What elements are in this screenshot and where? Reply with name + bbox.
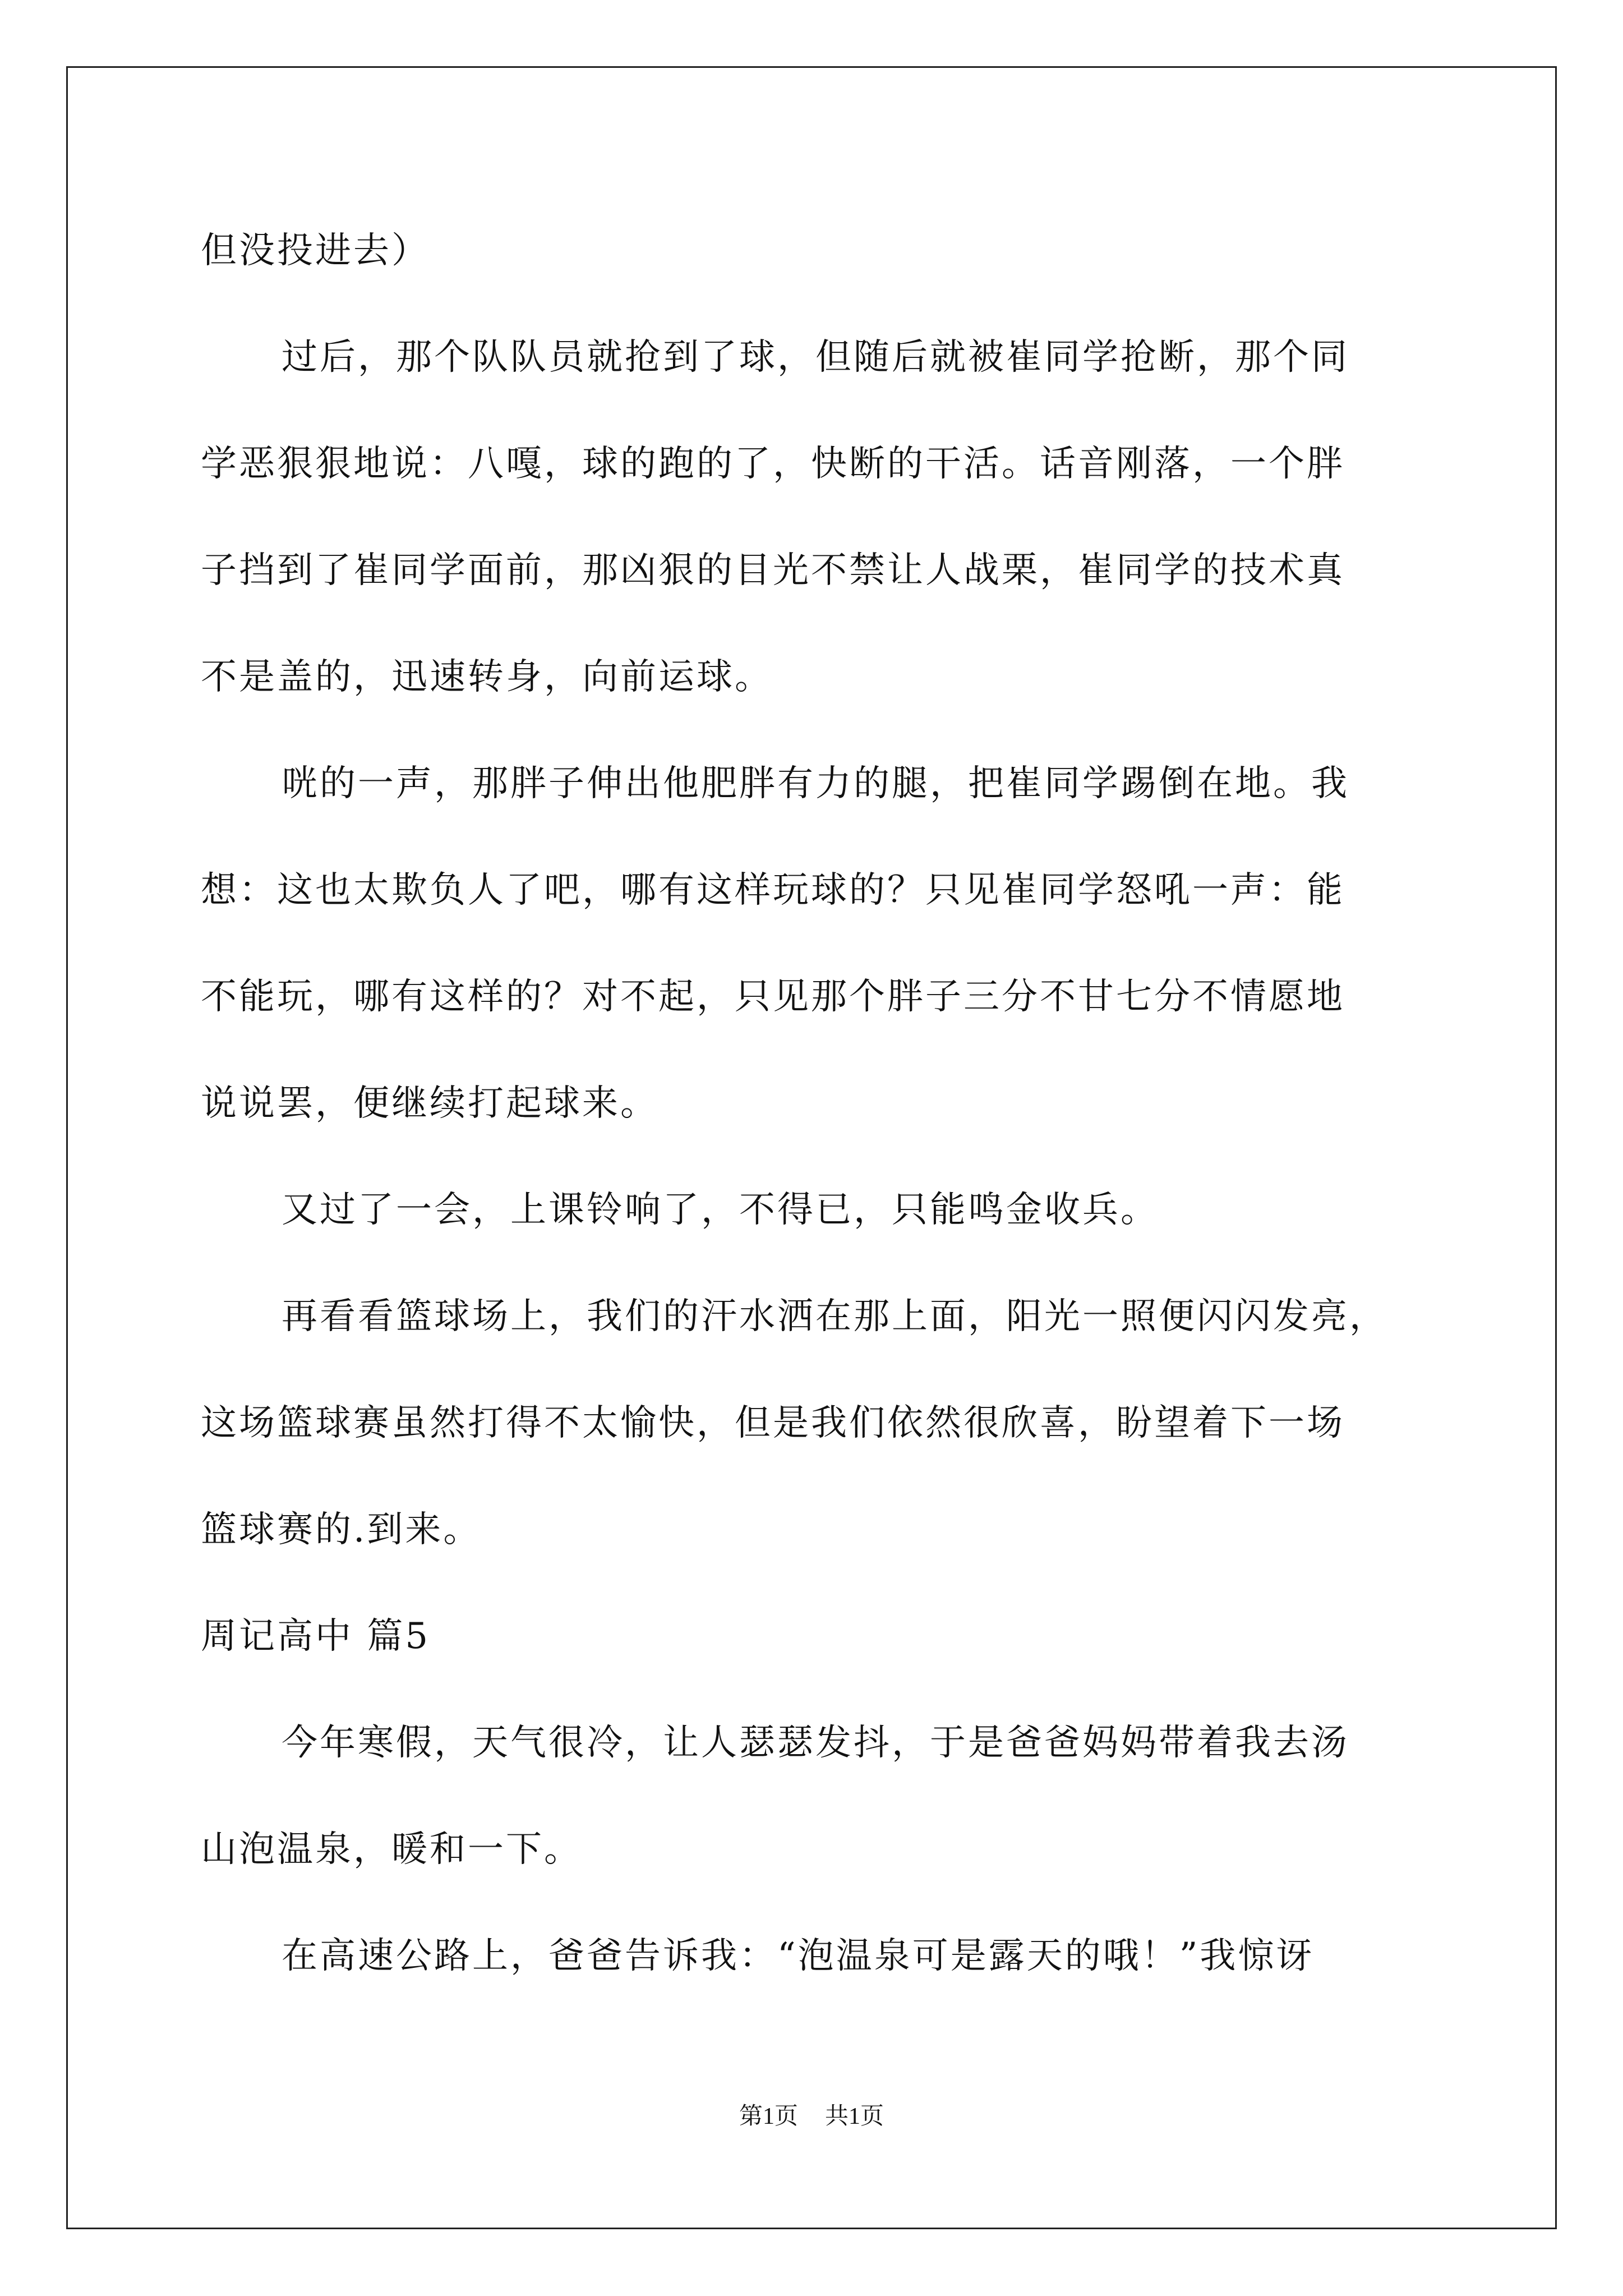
text-line: 但没投进去） xyxy=(201,230,430,272)
text-line: 篮球赛的.到来。 xyxy=(201,1509,482,1550)
section-heading: 周记高中 篇5 xyxy=(201,1616,431,1657)
text-line: 想：这也太欺负人了吧，哪有这样玩球的？只见崔同学怒吼一声：能 xyxy=(201,869,1345,911)
paragraph-line: 咣的一声，那胖子伸出他肥胖有力的腿，把崔同学踢倒在地。我 xyxy=(282,763,1349,804)
text-line: 不是盖的，迅速转身，向前运球。 xyxy=(201,656,773,698)
text-line: 不能玩，哪有这样的？对不起，只见那个胖子三分不甘七分不情愿地 xyxy=(201,976,1345,1018)
text-line: 说说罢，便继续打起球来。 xyxy=(201,1083,658,1124)
paragraph-line: 在高速公路上，爸爸告诉我：“泡温泉可是露天的哦！”我惊讶 xyxy=(282,1935,1315,1977)
page-total: 共1页 xyxy=(825,2104,884,2129)
paragraph-line: 再看看篮球场上，我们的汗水洒在那上面，阳光一照便闪闪发亮， xyxy=(282,1296,1387,1337)
text-line: 这场篮球赛虽然打得不太愉快，但是我们依然很欣喜，盼望着下一场 xyxy=(201,1402,1345,1444)
text-line: 学恶狠狠地说：八嘎，球的跑的了，快断的干活。话音刚落，一个胖 xyxy=(201,443,1345,485)
page-number: 第1页 xyxy=(739,2104,798,2129)
paragraph-line: 又过了一会，上课铃响了，不得已，只能鸣金收兵。 xyxy=(282,1189,1159,1231)
text-line: 子挡到了崔同学面前，那凶狠的目光不禁让人战栗，崔同学的技术真 xyxy=(201,550,1345,591)
text-line: 山泡温泉，暖和一下。 xyxy=(201,1829,582,1870)
paragraph-line: 今年寒假，天气很冷，让人瑟瑟发抖，于是爸爸妈妈带着我去汤 xyxy=(282,1722,1349,1764)
page-border xyxy=(66,66,1557,2229)
paragraph-line: 过后，那个队队员就抢到了球，但随后就被崔同学抢断，那个同 xyxy=(282,337,1349,378)
page-footer xyxy=(0,2105,1623,2128)
